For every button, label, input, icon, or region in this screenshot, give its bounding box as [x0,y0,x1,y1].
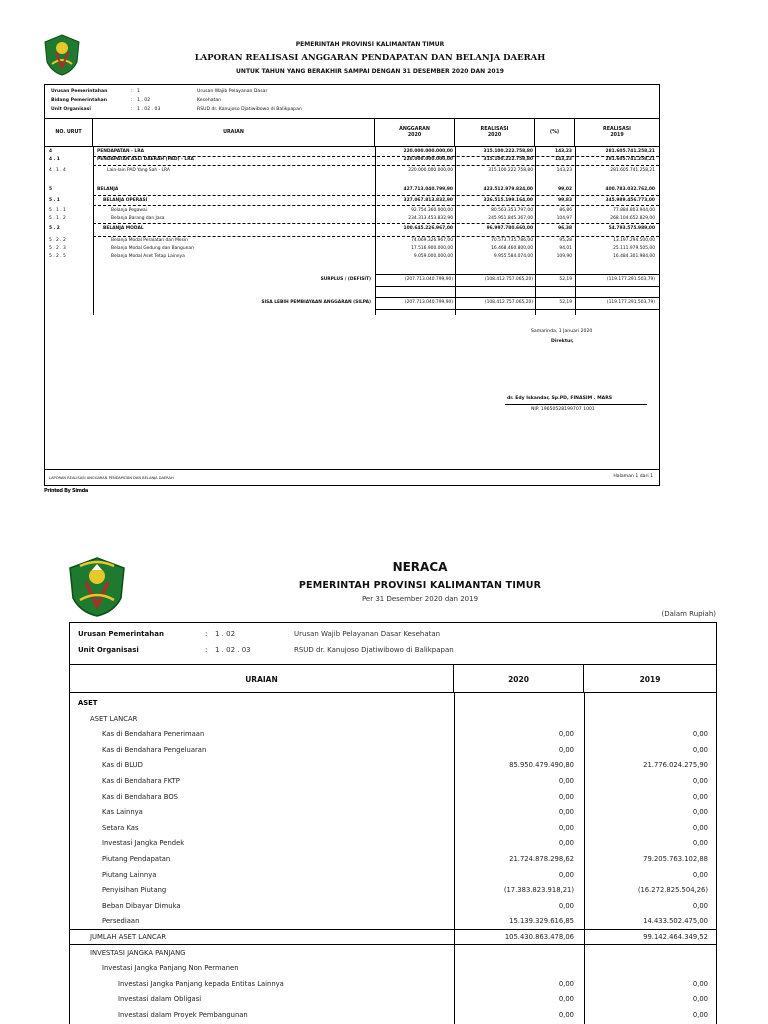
col-no-urut: NO. URUT [45,119,93,147]
cell-d: 268.104.652.829,00 [610,216,655,221]
signatory-nip: NIP. 19650528199707 1001 [531,407,595,412]
col-2019: 2019 [639,674,661,684]
dashed-divider [93,195,659,196]
surplus-c: 52,19 [559,277,572,282]
cell-2020: 0,00 [558,870,574,879]
cell-2020: 0,00 [558,745,574,754]
cell-uraian: Piutang Lainnya [102,870,157,879]
signature-place-date: Samarinda, 1 Januari 2020 [531,329,593,334]
cell-d: 16.484.301.984,00 [613,254,655,259]
col-uraian: URAIAN [70,665,454,693]
cell-c: 104,97 [556,216,572,221]
page-footer [45,469,659,486]
printed-by-stamp: Printed By Simda [44,488,88,494]
org-label: Unit Organisasi [78,646,139,654]
neraca-page [0,520,768,1024]
table-row [70,820,716,836]
table-row [70,742,716,758]
org-code: 1 . 02 . 03 [215,646,251,654]
table-row [70,945,716,961]
signatory-name: dr. Edy Iskandar, Sp.PD, FINASIM . MARS [507,396,613,401]
cell-d: 54.793.575.989,00 [608,226,655,231]
table-row [70,991,716,1007]
cell-d: 25.111.979.505,00 [613,246,655,251]
org-code: 1 . 02 [215,630,236,638]
total-rule [375,297,659,298]
dashed-divider [93,223,659,224]
signature-role: Direktur, [551,339,574,344]
org-label: Bidang Pemerintahan [51,98,108,103]
footer-page-number: Halaman 1 dari 1 [613,474,653,479]
subtotal-rule [70,929,716,930]
cell-a: 220.000.000.000,00 [403,157,453,162]
cell-uraian: Belanja Barang dan Jasa [111,216,165,221]
table-row [70,773,716,789]
silpa-d: (119.177.291.503,79) [606,300,655,305]
neraca-table-header [70,665,716,693]
cell-b: 16.468.460.800,00 [491,246,533,251]
silpa-b: (108.412.757.065,20) [484,300,533,305]
surplus-d: (119.177.291.503,79) [606,277,655,282]
cell-uraian: Persediaan [102,917,140,926]
report-period: UNTUK TAHUN YANG BERAKHIR SAMPAI DENGAN 31 DESEMBER 2020 DAN 2019 [236,68,504,75]
cell-uraian: Belanja Pegawai [111,208,147,213]
org-colon: : [131,98,133,103]
cell-2019: 0,00 [692,777,708,785]
cell-uraian: PENDAPATAN - LRA [97,149,144,154]
col-anggaran-2020 [375,119,455,147]
cell-d: 281.605.741.258,21 [605,157,655,162]
table-row [45,168,659,176]
cell-2019: 0,00 [692,808,708,817]
cell-uraian: Piutang Pendapatan [102,855,171,863]
silpa-c: 52,19 [559,300,572,305]
cell-uraian: BELANJA [97,187,119,192]
table-row [70,695,716,711]
cell-c: 86,86 [559,208,572,213]
report-header-province: PEMERINTAH PROVINSI KALIMANTAN TIMUR [295,41,445,48]
cell-uraian: INVESTASI JANGKA PANJANG [90,948,186,957]
table-row [70,929,716,945]
table-row [70,804,716,820]
cell-2019: 14.433.502.475,00 [643,917,708,926]
col-realisasi-2019 [575,119,659,147]
cell-d: 345.989.456.773,00 [605,198,655,203]
silpa-label: SISA LEBIH PEMBIAYAAN ANGGARAN (SILPA) [261,300,371,305]
org-desc: Urusan Wajib Pelayanan Dasar Kesehatan [294,630,441,638]
cell-2019: 0,00 [692,1011,708,1019]
cell-uraian: PENDAPATAN ASLI DAERAH (PAD) - LRA [97,157,194,162]
table-row [70,913,716,929]
col-2020: 2020 [454,665,584,693]
cell-2019: 0,00 [692,979,708,988]
cell-b: 423.512.979.824,00 [483,187,533,192]
cell-uraian: Belanja Modal Aset Tetap Lainnya [111,254,185,259]
cell-no: 5 . 2 . 2 [49,238,66,243]
table-row [70,711,716,727]
cell-b: 326.515.199.164,00 [483,198,533,203]
cell-a: 92.754.360.000,00 [411,208,453,213]
col-realisasi-prev-label: REALISASI 2019 [603,126,631,138]
cell-uraian: Kas di Bendahara BOS [102,792,179,801]
cell-uraian: Investasi Jangka Panjang Non Permanen [102,964,239,973]
dashed-divider [93,165,659,166]
col-persen: (%) [535,119,575,147]
org-desc: Urusan Wajib Pelayanan Dasar [197,89,268,94]
cell-2020: 0,00 [558,777,574,785]
table-row [70,851,716,867]
cell-2020: 85.950.479.490,80 [509,761,574,770]
table-row [70,1007,716,1023]
org-colon: : [131,89,133,94]
cell-uraian: Investasi dalam Obligasi [118,995,202,1004]
org-desc: RSUD dr. Kanujoso Djatiwibowo di Balikpapan [197,107,302,112]
org-code: 1 [137,89,140,94]
neraca-subtitle: PEMERINTAH PROVINSI KALIMANTAN TIMUR [298,580,542,591]
table-row [45,157,659,165]
cell-2019: 79.205.763.102,88 [643,855,708,863]
table-row [70,726,716,742]
cell-2020: 0,00 [558,901,574,910]
cell-b: 70.573.735.786,00 [491,238,533,243]
cell-uraian: Kas di Bendahara Pengeluaran [102,745,207,754]
cell-b: 80.563.353.797,00 [491,208,533,213]
cell-2020: 0,00 [558,979,574,988]
cell-uraian: JUMLAH ASET LANCAR [90,933,167,941]
table-row [45,187,659,195]
province-emblem-icon [66,556,128,618]
cell-c: 94,01 [559,246,572,251]
cell-uraian: ASET LANCAR [90,714,138,723]
table-row [70,867,716,883]
cell-d: 77.884.803.944,00 [613,208,655,213]
org-code: 1 . 02 [137,98,151,103]
cell-2020: (17.383.823.918,21) [503,886,574,895]
cell-uraian: Kas Lainnya [102,808,143,817]
org-desc: Kesehatan [197,98,222,103]
cell-a: 17.516.900.000,00 [411,246,453,251]
cell-2020: 105.430.863.478,06 [504,933,574,941]
surplus-row [45,277,659,285]
cell-no: 5 . 2 . 3 [49,246,66,251]
surplus-a: (207.713.040.799,90) [404,277,453,282]
cell-uraian: Investasi Jangka Panjang kepada Entitas Lainnya [118,979,284,988]
table-row [70,757,716,773]
table-row [70,835,716,851]
cell-a: 234.313.453.832,90 [408,216,453,221]
col-realisasi-2020 [455,119,535,147]
cell-no: 5 [49,187,53,192]
cell-2019: 0,00 [692,823,708,832]
total-rule [375,274,659,275]
cell-no: 4 . 1 . 4 [49,168,66,173]
cell-d: 281.605.741.258,21 [605,149,655,154]
table-row [70,882,716,898]
org-row-bidang [51,98,651,106]
cell-2019: 0,00 [692,995,708,1004]
silpa-a: (207.713.040.799,90) [404,300,453,305]
cell-uraian: BELANJA MODAL [103,226,144,231]
cell-uraian: ASET [78,699,98,707]
org-label: Urusan Pemerintahan [78,630,164,638]
cell-uraian: Investasi dalam Proyek Pembangunan [118,1011,248,1019]
cell-b: 315.100.222.758,80 [488,168,533,173]
cell-uraian: Lain-lain PAD Yang Sah - LRA [107,168,170,173]
neraca-period: Per 31 Desember 2020 dan 2019 [361,595,479,603]
cell-2020: 0,00 [558,730,574,739]
org-desc: RSUD dr. Kanujoso Djatiwibowo di Balikpapan [294,646,454,654]
org-row-unit [78,646,708,660]
cell-2020: 0,00 [558,823,574,832]
cell-2020: 0,00 [558,995,574,1004]
lra-table-frame [44,84,660,486]
table-row [45,226,659,234]
cell-b: 9.955.584.074,00 [493,254,533,259]
neraca-title: NERACA [392,560,448,574]
table-row [70,898,716,914]
cell-2019: 0,00 [692,745,708,754]
cell-uraian: Beban Dibayar Dimuka [102,901,181,910]
cell-2019: 99.142.464.349,52 [643,933,708,941]
table-row [70,960,716,976]
cell-uraian: Kas di Bendahara FKTP [102,777,180,785]
cell-b: 315.100.222.758,80 [483,149,533,154]
lra-table-header [45,119,659,147]
footer-report-name: LAPORAN REALISASI ANGGARAN PENDAPATAN DAN BELANJA DAERAH [49,476,174,480]
dashed-divider [93,236,659,237]
cell-uraian: BELANJA OPERASI [103,198,148,203]
table-row [70,789,716,805]
col-uraian: URAIAN [93,119,375,147]
cell-uraian: Kas di Bendahara Penerimaan [102,730,205,739]
org-colon: : [131,107,133,112]
cell-2019: 0,00 [692,870,708,879]
cell-c: 99,02 [558,187,572,192]
cell-2019: 21.776.024.275,90 [643,761,708,770]
org-label: Unit Organisasi [51,107,91,112]
org-row-urusan [51,89,651,97]
cell-c: 109,90 [556,254,572,259]
table-row [45,238,659,246]
surplus-label: SURPLUS / (DEFISIT) [320,277,371,282]
total-rule [375,286,659,287]
cell-uraian: Penyisihan Piutang [102,886,167,895]
cell-2019: 0,00 [692,792,708,801]
cell-no: 4 [49,149,53,154]
org-colon: : [205,646,208,654]
cell-2019: 0,00 [692,839,708,848]
cell-a: 74.069.326.967,00 [411,238,453,243]
cell-c: 95,28 [559,238,572,243]
cell-c: 99,83 [558,198,572,203]
table-row [45,246,659,254]
cell-c: 143,23 [555,157,572,162]
cell-no: 5 . 1 . 2 [49,216,66,221]
cell-b: 245.951.845.367,00 [488,216,533,221]
cell-a: 220.000.000.000,00 [403,149,453,154]
cell-uraian: Belanja Modal Peralatan dan Mesin [111,238,188,243]
dashed-divider [93,156,659,157]
cell-a: 427.713.040.799,90 [403,187,453,192]
col-realisasi-label: REALISASI 2020 [480,126,509,138]
cell-c: 143,23 [555,149,572,154]
cell-2020: 0,00 [558,1011,574,1019]
cell-b: 315.100.222.758,80 [483,157,533,162]
cell-2019: 0,00 [692,901,708,910]
cell-uraian: Kas di BLUD [102,761,143,770]
cell-no: 4 . 1 [49,157,60,162]
table-row [45,254,659,262]
cell-d: 281.605.741.258,21 [610,168,655,173]
cell-uraian: Setara Kas [102,823,139,832]
cell-no: 5 . 1 [49,198,60,203]
cell-2020: 15.139.329.616,85 [509,917,574,926]
dashed-divider [93,205,659,206]
org-row-unit [51,107,651,115]
org-info-block [70,623,716,665]
org-colon: : [205,630,208,638]
cell-2020: 0,00 [558,839,574,848]
cell-a: 9.059.000.000,00 [413,254,453,259]
cell-uraian: Investasi Jangka Pendek [102,839,185,848]
cell-no: 5 . 2 [49,226,60,231]
cell-a: 220.000.000.000,00 [408,168,453,173]
cell-a: 327.067.813.832,90 [403,198,453,203]
surplus-b: (108.412.757.065,20) [484,277,533,282]
cell-2019: (16.272.825.504,26) [637,886,708,895]
cell-d: 13.197.294.500,00 [613,238,655,243]
cell-uraian: Belanja Modal Gedung dan Bangunan [111,246,194,251]
cell-c: 96,38 [558,226,572,231]
total-rule [375,309,659,310]
cell-no: 5 . 1 . 1 [49,208,66,213]
signature-line [505,404,647,405]
cell-d: 400.783.032.762,00 [605,187,655,192]
currency-unit-note: (Dalam Rupiah) [661,610,716,618]
col-anggaran-label: ANGGARAN 2020 [399,126,430,138]
cell-2019: 0,00 [692,730,708,739]
cell-b: 96.997.780.660,00 [486,226,533,231]
org-label: Urusan Pemerintahan [51,89,108,94]
cell-a: 100.645.226.967,00 [403,226,453,231]
cell-no: 5 . 2 . 5 [49,254,66,259]
table-row [45,208,659,216]
table-row [70,976,716,992]
cell-2020: 21.724.878.298,62 [509,855,574,863]
province-emblem-icon [42,34,82,76]
lra-page [0,0,768,500]
silpa-row [45,300,659,308]
cell-c: 143,23 [556,168,572,173]
neraca-table-frame [69,622,717,1024]
cell-2020: 0,00 [558,808,574,817]
org-code: 1 . 02 . 03 [137,107,161,112]
org-info-block [45,85,659,119]
org-row-urusan [78,630,708,644]
cell-2020: 0,00 [558,792,574,801]
report-title: LAPORAN REALISASI ANGGARAN PENDAPATAN DAN BELANJA DAERAH [194,53,546,63]
